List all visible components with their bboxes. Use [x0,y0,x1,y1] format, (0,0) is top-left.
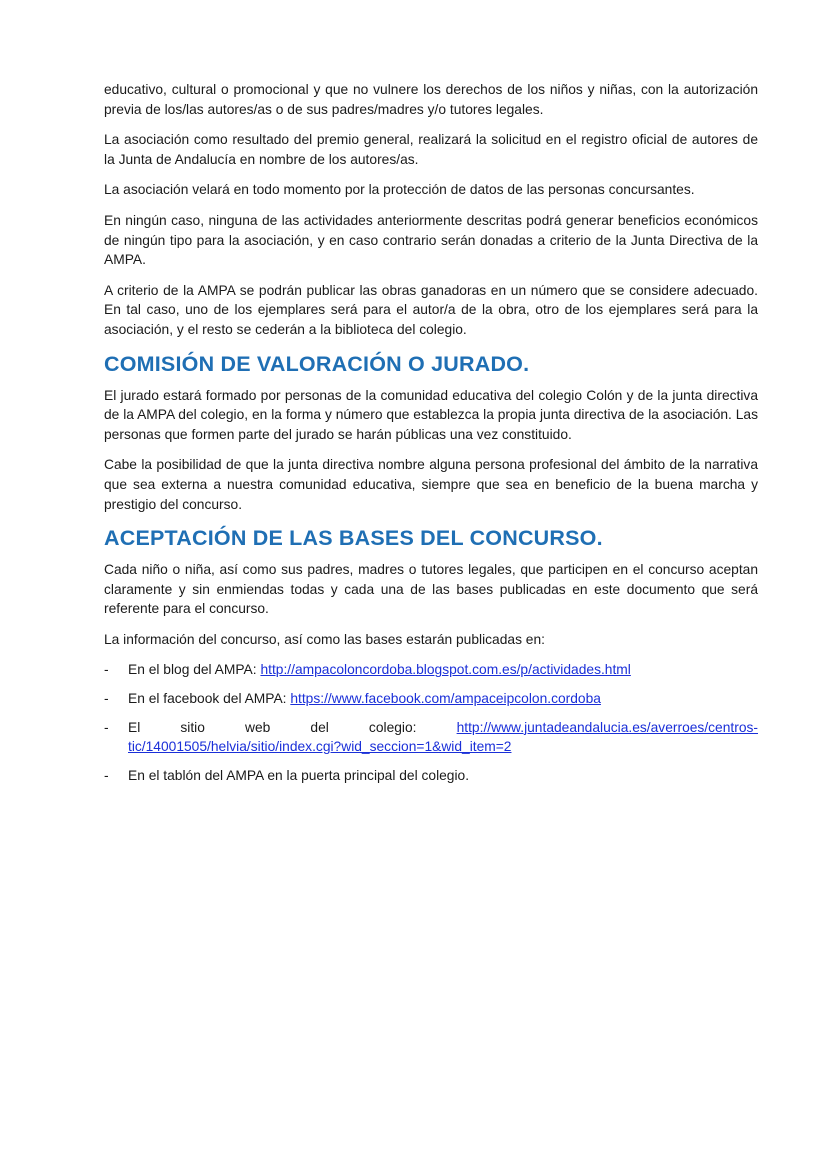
list-item-label: En el tablón del AMPA en la puerta principal del colegio. [128,767,470,783]
facebook-link[interactable]: https://www.facebook.com/ampaceipcolon.cordoba [290,691,601,707]
list-item-text [128,691,601,706]
list-item-text [128,718,758,757]
list-dash: - [104,767,109,783]
paragraph-publication: A criterio de la AMPA se podrán publicar las obras ganadoras en un número que se considere adecuado. En tal caso, uno de los ejemplares será para el autor/a de la obra, otro de los ejemplares será para la asociación, y el resto se cederán a la biblioteca del colegio. [104,282,758,337]
list-item-facebook [104,689,758,709]
list-dash: - [104,662,109,678]
list-item-school-website [104,718,758,757]
paragraph-acceptance: Cada niño o niña, así como sus padres, madres o tutores legales, que participen en el concurso aceptan claramente y sin enmiendas todas y cada una de las bases publicadas en este documento que será referente para el concurso. [104,562,758,617]
paragraph-data-protection: La asociación velará en todo momento por la protección de datos de las personas concursantes. [104,182,695,198]
section-heading-jurado: COMISIÓN DE VALORACIÓN O JURADO. [104,351,530,376]
list-item-notice-board [104,766,758,786]
paragraph-usage-rights: educativo, cultural o promocional y que no vulnere los derechos de los niños y niñas, con la autorización previa de los/las autores/as o de sus padres/madres y/o tutores legales. [104,82,758,117]
list-item-blog [104,660,758,680]
list-dash: - [104,719,109,735]
paragraph-jurado-external: Cabe la posibilidad de que la junta directiva nombre alguna persona profesional del ámbito de la narrativa que sea externa a nuestra comunidad educativa, siempre que sea en beneficio de la buena marcha y prestigio del concurso. [104,457,758,512]
publication-list [104,660,758,785]
blog-link[interactable]: http://ampacoloncordoba.blogspot.com.es/p/actividades.html [260,662,631,678]
list-dash: - [104,691,109,707]
school-website-link[interactable]: http://www.juntadeandalucia.es/averroes/centros-tic/14001505/helvia/sitio/index.cgi?wid_seccion=1&wid_item=2 [128,719,758,755]
paragraph-jurado-composition: El jurado estará formado por personas de la comunidad educativa del colegio Colón y de la junta directiva de la AMPA del colegio, en la forma y número que establezca la propia junta directiva de la asociación. Las personas que formen parte del jurado se harán públicas una vez constituido. [104,387,758,442]
list-item-label: El sitio web del colegio: [128,719,457,735]
paragraph-registry: La asociación como resultado del premio general, realizará la solicitud en el registro oficial de autores de la Junta de Andalucía en nombre de los autores/as. [104,132,758,167]
list-item-text [128,768,469,783]
document-page [104,80,758,794]
paragraph-publication-places: La información del concurso, así como las bases estarán publicadas en: [104,631,545,647]
list-item-label: En el blog del AMPA: [128,662,261,678]
section-heading-aceptacion: ACEPTACIÓN DE LAS BASES DEL CONCURSO. [104,526,603,551]
list-item-text [128,662,631,677]
list-item-label: En el facebook del AMPA: [128,691,291,707]
paragraph-no-profit: En ningún caso, ninguna de las actividades anteriormente descritas podrá generar beneficios económicos de ningún tipo para la asociación, y en caso contrario serán donadas a criterio de la Junta Directiva de la AMPA. [104,212,758,268]
